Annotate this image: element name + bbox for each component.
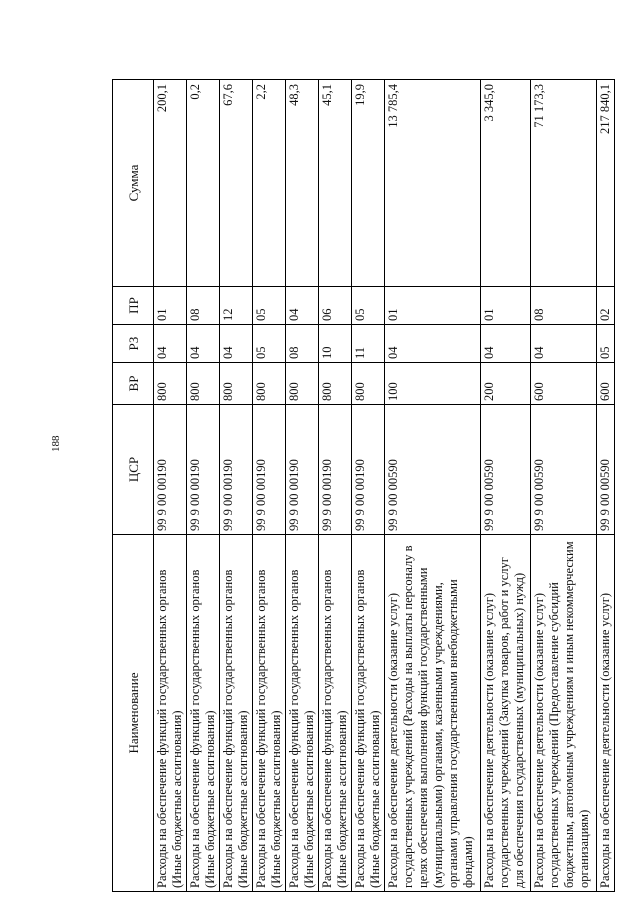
cell-rz: 04 — [187, 325, 220, 363]
cell-csr: 99 9 00 00190 — [154, 405, 187, 535]
cell-vr: 200 — [481, 363, 531, 405]
cell-name: Расходы на обеспечение деятельности (оказание услуг) государственных учреждений (Предоставление субсидий бюджетным, автономным учреждениям и иным некоммерческим организациям) — [531, 535, 597, 892]
cell-rz: 11 — [352, 325, 385, 363]
cell-sum: 19,9 — [352, 80, 385, 287]
cell-csr: 99 9 00 00190 — [286, 405, 319, 535]
cell-sum: 2,2 — [253, 80, 286, 287]
cell-rz: 04 — [385, 325, 481, 363]
table-row — [253, 80, 286, 892]
cell-name: Расходы на обеспечение деятельности (оказание услуг) государственных учреждений (Закупка товаров, работ и услуг для обеспечения государственных (муниципальных) нужд) — [481, 535, 531, 892]
header-vr: ВР — [113, 363, 154, 405]
cell-name: Расходы на обеспечение функций государственных органов (Иные бюджетные ассигнования) — [154, 535, 187, 892]
table-row — [597, 80, 615, 892]
header-csr: ЦСР — [113, 405, 154, 535]
header-sum: Сумма — [113, 80, 154, 287]
cell-name: Расходы на обеспечение функций государственных органов (Иные бюджетные ассигнования) — [253, 535, 286, 892]
cell-vr: 600 — [597, 363, 615, 405]
cell-pr: 05 — [352, 287, 385, 325]
header-name: Наименование — [113, 535, 154, 892]
cell-rz: 04 — [154, 325, 187, 363]
cell-rz: 05 — [597, 325, 615, 363]
cell-pr: 06 — [319, 287, 352, 325]
cell-csr: 99 9 00 00190 — [187, 405, 220, 535]
cell-sum: 71 173,3 — [531, 80, 597, 287]
table-header-row — [113, 80, 154, 892]
table-row — [385, 80, 481, 892]
cell-pr: 12 — [220, 287, 253, 325]
cell-sum: 200,1 — [154, 80, 187, 287]
cell-sum: 3 345,0 — [481, 80, 531, 287]
cell-name: Расходы на обеспечение функций государственных органов (Иные бюджетные ассигнования) — [352, 535, 385, 892]
cell-pr: 08 — [187, 287, 220, 325]
cell-rz: 05 — [253, 325, 286, 363]
cell-name: Расходы на обеспечение функций государственных органов (Иные бюджетные ассигнования) — [286, 535, 319, 892]
cell-csr: 99 9 00 00190 — [319, 405, 352, 535]
expenses-table — [112, 79, 615, 892]
cell-pr: 05 — [253, 287, 286, 325]
table-row — [154, 80, 187, 892]
cell-pr: 01 — [385, 287, 481, 325]
table-container — [112, 80, 612, 892]
cell-name: Расходы на обеспечение деятельности (оказание услуг) — [597, 535, 615, 892]
header-rz: РЗ — [113, 325, 154, 363]
cell-sum: 217 840,1 — [597, 80, 615, 287]
cell-csr: 99 9 00 00590 — [481, 405, 531, 535]
cell-csr: 99 9 00 00190 — [253, 405, 286, 535]
cell-sum: 45,1 — [319, 80, 352, 287]
cell-vr: 800 — [154, 363, 187, 405]
table-row — [187, 80, 220, 892]
cell-rz: 04 — [531, 325, 597, 363]
cell-rz: 08 — [286, 325, 319, 363]
cell-csr: 99 9 00 00590 — [385, 405, 481, 535]
cell-vr: 800 — [253, 363, 286, 405]
cell-pr: 01 — [481, 287, 531, 325]
table-row — [319, 80, 352, 892]
cell-vr: 800 — [187, 363, 220, 405]
cell-rz: 04 — [220, 325, 253, 363]
cell-name: Расходы на обеспечение деятельности (оказание услуг) государственных учреждений (Расходы на выплаты персоналу в целях обеспечения выполнения функций государственными (муниципальными) органами, казенными учреждениями, органами управления государственными внебюджетными фондами) — [385, 535, 481, 892]
cell-pr: 02 — [597, 287, 615, 325]
header-pr: ПР — [113, 287, 154, 325]
cell-csr: 99 9 00 00590 — [597, 405, 615, 535]
cell-vr: 800 — [220, 363, 253, 405]
table-row — [481, 80, 531, 892]
cell-vr: 800 — [286, 363, 319, 405]
table-rotated — [112, 80, 612, 892]
cell-pr: 08 — [531, 287, 597, 325]
cell-sum: 48,3 — [286, 80, 319, 287]
cell-name: Расходы на обеспечение функций государственных органов (Иные бюджетные ассигнования) — [187, 535, 220, 892]
cell-pr: 04 — [286, 287, 319, 325]
cell-vr: 100 — [385, 363, 481, 405]
cell-csr: 99 9 00 00190 — [220, 405, 253, 535]
cell-vr: 800 — [319, 363, 352, 405]
cell-name: Расходы на обеспечение функций государственных органов (Иные бюджетные ассигнования) — [319, 535, 352, 892]
cell-csr: 99 9 00 00190 — [352, 405, 385, 535]
table-row — [531, 80, 597, 892]
cell-sum: 0,2 — [187, 80, 220, 287]
cell-sum: 67,6 — [220, 80, 253, 287]
cell-vr: 800 — [352, 363, 385, 405]
cell-rz: 04 — [481, 325, 531, 363]
table-row — [352, 80, 385, 892]
cell-name: Расходы на обеспечение функций государственных органов (Иные бюджетные ассигнования) — [220, 535, 253, 892]
cell-vr: 600 — [531, 363, 597, 405]
cell-sum: 13 785,4 — [385, 80, 481, 287]
table-row — [286, 80, 319, 892]
cell-rz: 10 — [319, 325, 352, 363]
page-number: 188 — [50, 435, 62, 452]
cell-pr: 01 — [154, 287, 187, 325]
table-row — [220, 80, 253, 892]
cell-csr: 99 9 00 00590 — [531, 405, 597, 535]
